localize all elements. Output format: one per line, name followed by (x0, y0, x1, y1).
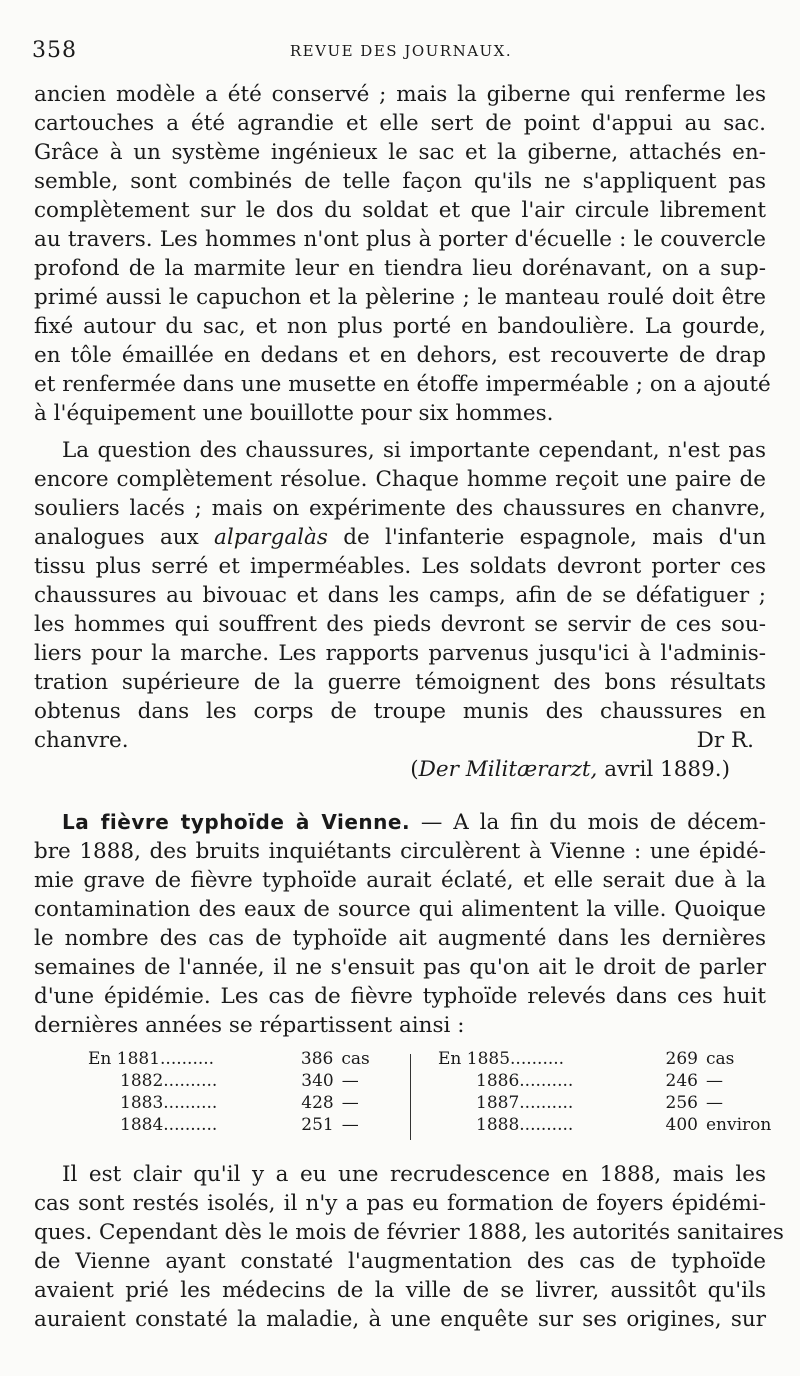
text-line: liers pour la marche. Les rapports parvenus jusqu'ici à l'adminis- (34, 641, 766, 666)
text-line: d'une épidémie. Les cas de fièvre typhoïde relevés dans ces huit (34, 984, 766, 1009)
text-line: Il est clair qu'il y a eu une recrudescence en 1888, mais les (62, 1162, 766, 1187)
text-line: souliers lacés ; mais on expérimente des chaussures en chanvre, (34, 496, 766, 521)
table-row (438, 1070, 778, 1092)
unit-cell: — (341, 1071, 359, 1091)
count-cell: 256 (665, 1093, 698, 1113)
unit-cell: — (341, 1115, 359, 1135)
text-line: semaines de l'année, il ne s'ensuit pas qu'on ait le droit de parler (34, 955, 766, 980)
text-fragment: — A la fin du mois de décem- (410, 810, 766, 835)
text-line: cartouches a été agrandie et elle sert de point d'appui au sac. (34, 111, 766, 136)
year-cell: En 1881.......... (88, 1049, 215, 1069)
unit-cell: cas (706, 1049, 735, 1069)
count-cell: 400 (665, 1115, 698, 1135)
unit-cell: — (706, 1071, 723, 1091)
source-bracket: ( (410, 757, 419, 782)
count-cell: 246 (665, 1071, 698, 1091)
table-row (88, 1114, 398, 1136)
text-line: fixé autour du sac, et non plus porté en bandoulière. La gourde, (34, 314, 766, 339)
table-row (438, 1114, 778, 1136)
unit-cell: cas (341, 1049, 370, 1069)
author-signature: Dr R. (696, 728, 754, 753)
source-citation (34, 755, 766, 786)
text-line: cas sont restés isolés, il n'y a pas eu formation de foyers épidémi- (34, 1191, 766, 1216)
table-row (88, 1048, 398, 1070)
year-cell: 1883.......... (120, 1093, 218, 1113)
count-cell: 269 (665, 1049, 698, 1069)
text-line: semble, sont combinés de telle façon qu'ils ne s'appliquent pas (34, 169, 766, 194)
text-line: au travers. Les hommes n'ont plus à porter d'écuelle : le couvercle (34, 227, 766, 252)
text-line: le nombre des cas de typhoïde ait augmenté dans les dernières (34, 926, 766, 951)
text-line: tissu plus serré et imperméables. Les soldats devront porter ces (34, 554, 766, 579)
closing-line (34, 726, 766, 755)
text-line: obtenus dans les corps de troupe munis des chaussures en (34, 699, 766, 724)
unit-cell: environ (706, 1115, 772, 1135)
year-cell: 1882.......... (120, 1071, 218, 1091)
year-cell: 1888.......... (476, 1115, 574, 1135)
table-column-left (88, 1048, 398, 1136)
text-line: encore complètement résolue. Chaque homme reçoit une paire de (34, 467, 766, 492)
text-line: de Vienne ayant constaté l'augmentation des cas de typhoïde (34, 1249, 766, 1274)
text-line: profond de la marmite leur en tiendra lieu dorénavant, on a sup- (34, 256, 766, 281)
text-line: dernières années se répartissent ainsi : (34, 1013, 465, 1038)
article-title: La fièvre typhoïde à Vienne. (62, 810, 411, 834)
source-date: avril 1889.) (597, 757, 730, 782)
table-row (88, 1070, 398, 1092)
text-line-with-italic (34, 523, 766, 552)
text-line: primé aussi le capuchon et la pèlerine ; le manteau roulé doit être (34, 285, 766, 310)
text-line: les hommes qui souffrent des pieds devront se servir de ces sou- (34, 612, 766, 637)
text-line: auraient constaté la maladie, à une enquête sur ses origines, sur (34, 1307, 766, 1332)
text-line: complètement sur le dos du soldat et que l'air circule librement (34, 198, 766, 223)
count-cell: 340 (301, 1071, 334, 1091)
running-head: REVUE DES JOURNAUX. (289, 42, 513, 60)
text-line: ancien modèle a été conservé ; mais la giberne qui renferme les (34, 82, 766, 107)
paragraph-chaussures (34, 436, 766, 786)
page-header (32, 38, 770, 68)
article-first-line (34, 808, 766, 837)
year-cell: 1886.......... (476, 1071, 574, 1091)
table-row (438, 1048, 778, 1070)
table-row (438, 1092, 778, 1114)
text-line: à l'équipement une bouillotte pour six hommes. (34, 401, 554, 426)
text-line: et renfermée dans une musette en étoffe imperméable ; on a ajouté (34, 372, 771, 397)
table-divider (410, 1054, 411, 1140)
year-cell: 1884.......... (120, 1115, 218, 1135)
text-line: La question des chaussures, si importante cependant, n'est pas (62, 438, 766, 463)
text-line: tration supérieure de la guerre témoignent des bons résultats (34, 670, 766, 695)
text-line: avaient prié les médecins de la ville de se livrer, aussitôt qu'ils (34, 1278, 766, 1303)
table-row (88, 1092, 398, 1114)
text-line: contamination des eaux de source qui alimentent la ville. Quoique (34, 897, 766, 922)
count-cell: 251 (301, 1115, 334, 1135)
paragraph-continuation (34, 80, 771, 428)
text-fragment: analogues aux (34, 525, 215, 550)
italic-term: alpargalàs (214, 525, 328, 550)
unit-cell: — (341, 1093, 359, 1113)
text-line: Grâce à un système ingénieux le sac et la giberne, attachés en- (34, 140, 766, 165)
year-cell: En 1885.......... (438, 1049, 565, 1069)
count-cell: 428 (301, 1093, 334, 1113)
table-column-right (438, 1048, 778, 1136)
year-cell: 1887.......... (476, 1093, 574, 1113)
page-number: 358 (32, 38, 77, 63)
text-fragment: de l'infanterie espagnole, mais d'un (327, 525, 766, 550)
text-line: en tôle émaillée en dedans et en dehors, est recouverte de drap (34, 343, 766, 368)
unit-cell: — (706, 1093, 723, 1113)
text-line: bre 1888, des bruits inquiétants circulèrent à Vienne : une épidé- (34, 839, 766, 864)
text-line: ques. Cependant dès le mois de février 1888, les autorités sanitaires (34, 1220, 784, 1245)
text-line: chanvre. (34, 728, 129, 753)
paragraph-recrudescence (34, 1160, 784, 1334)
article-typhoid-vienna (34, 808, 766, 1040)
count-cell: 386 (300, 1049, 334, 1069)
journal-name: Der Militærarzt, (418, 757, 598, 782)
text-line: chaussures au bivouac et dans les camps, afin de se défatiguer ; (34, 583, 766, 608)
text-line: mie grave de fièvre typhoïde aurait éclaté, et elle serait due à la (34, 868, 766, 893)
